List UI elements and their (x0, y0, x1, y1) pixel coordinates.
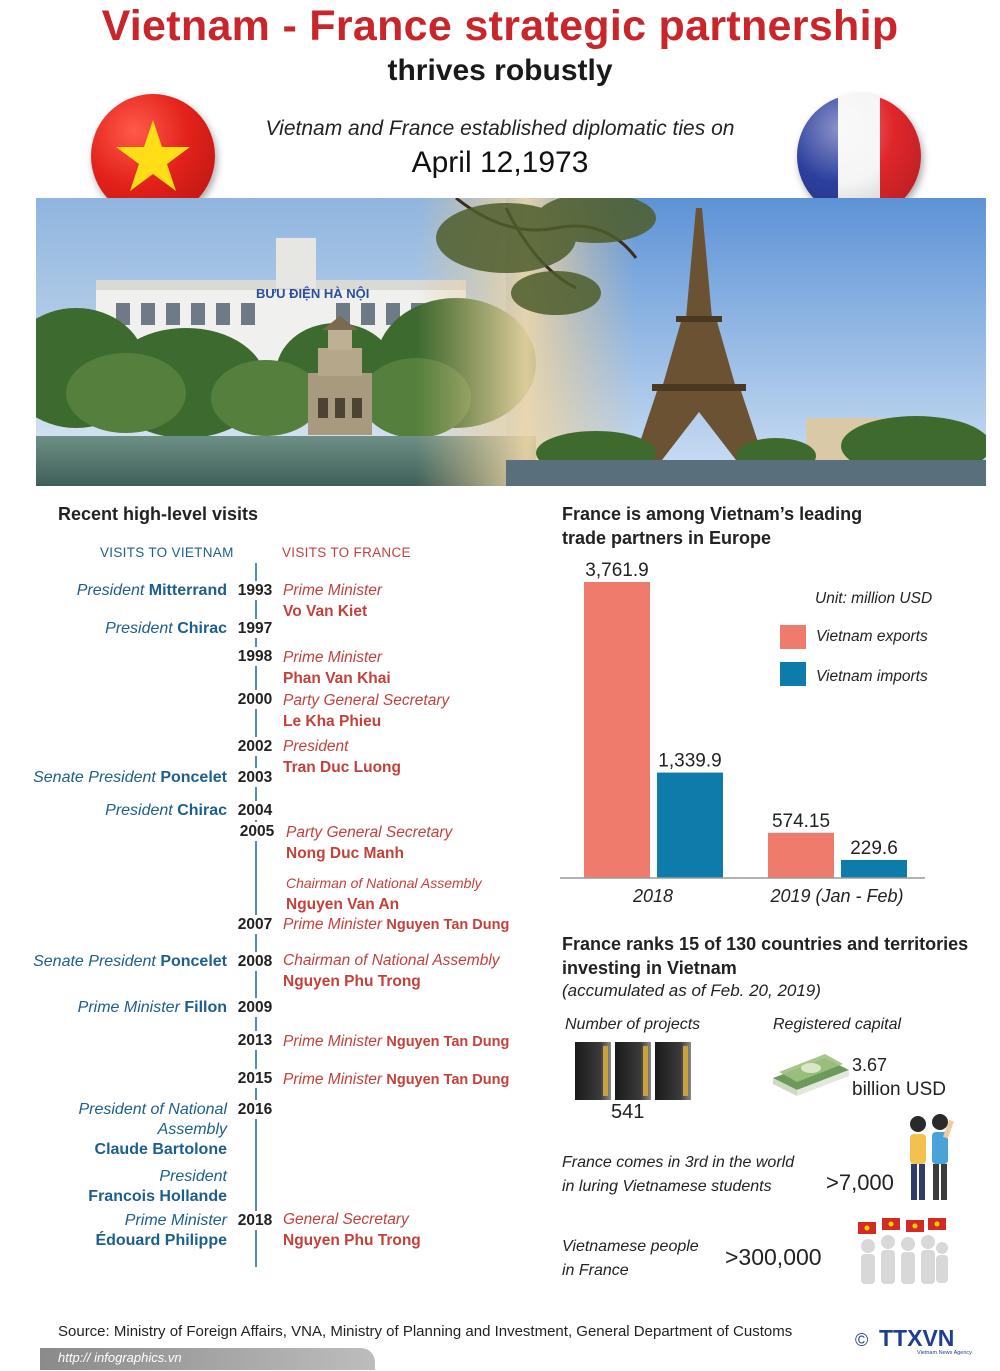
fr-visit-item: Prime Minister Nguyen Tan Dung (283, 1071, 510, 1088)
year-2009: 2009 (230, 998, 280, 1017)
flag-star-icon (113, 116, 193, 196)
year-2003: 2003 (230, 768, 280, 787)
year-1998: 1998 (230, 647, 280, 666)
fr-visit-item: Party General Secretary Le Kha Phieu (283, 692, 450, 730)
visits-title: Recent high-level visits (58, 504, 259, 524)
ttxvn-logo (855, 1324, 975, 1356)
people-text: Vietnamese people in France (562, 1238, 699, 1279)
bar-value-label: 229.6 (850, 837, 898, 859)
fr-visit-item: General Secretary Nguyen Phu Trong (283, 1211, 421, 1249)
year-2016: 2016 (230, 1100, 280, 1119)
investment-title: France ranks 15 of 130 countries and territories investing in Vietnam (562, 934, 969, 978)
projects-label: Number of projects (565, 1016, 701, 1033)
bar-exports-1 (768, 833, 834, 878)
fr-visit-item: President Tran Duc Luong (283, 738, 401, 776)
year-2015: 2015 (230, 1069, 280, 1088)
bar-exports-0 (584, 582, 650, 878)
legend-swatch-imports (780, 662, 806, 686)
people-crowd-icon (852, 1216, 952, 1294)
legend-label-exports: Vietnam exports (816, 628, 928, 645)
visits-to-vietnam-header: VISITS TO VIETNAM (100, 545, 234, 560)
legend-swatch-exports (780, 625, 806, 649)
money-stack-icon (769, 1044, 851, 1098)
bar-imports-1 (841, 860, 907, 878)
students-icon (900, 1110, 960, 1206)
vn-visit-item: President Francois Hollande (88, 1168, 227, 1205)
capital-value: 3.67 (852, 1055, 888, 1075)
category-label: 2019 (Jan - Feb) (770, 886, 904, 906)
fr-visit-item: Prime Minister Nguyen Tan Dung (283, 1033, 510, 1050)
fr-visit-item: Prime Minister Vo Van Kiet (283, 582, 383, 620)
established-date: April 12,1973 (411, 146, 589, 179)
svg-text:TTXVN: TTXVN (879, 1325, 955, 1351)
students-text: France comes in 3rd in the world in luring Vietnamese students (562, 1154, 795, 1195)
year-2007: 2007 (230, 915, 280, 934)
fr-visit-item: Chairman of National Assembly Nguyen Van An (286, 875, 482, 913)
year-2013: 2013 (230, 1031, 280, 1050)
category-label: 2018 (632, 886, 674, 906)
bar-value-label: 1,339.9 (658, 750, 722, 772)
projects-value: 541 (611, 1101, 645, 1123)
visits-to-france-header: VISITS TO FRANCE (282, 545, 411, 560)
server-projects-icon (573, 1038, 698, 1104)
fr-visit-item: Party General Secretary Nong Duc Manh (286, 824, 453, 862)
capital-unit: billion USD (852, 1079, 946, 1100)
source-text: Source: Ministry of Foreign Affairs, VNA, Ministry of Planning and Investment, General Department of Customs (58, 1323, 793, 1340)
year-2008: 2008 (230, 952, 280, 971)
svg-text:©: © (855, 1330, 869, 1350)
bar-value-label: 574.15 (771, 810, 831, 832)
svg-text:BƯU ĐIỆN HÀ NỘI: BƯU ĐIỆN HÀ NỘI (256, 286, 370, 301)
year-1993: 1993 (230, 581, 280, 600)
vn-visit-item: President Mitterrand (76, 582, 227, 599)
year-2004: 2004 (230, 801, 280, 820)
fr-visit-item: Chairman of National Assembly Nguyen Phu Trong (283, 952, 500, 990)
fr-visit-item: Prime Minister Phan Van Khai (283, 649, 391, 687)
vn-visit-item: Senate President Poncelet (33, 953, 227, 970)
vn-visit-item: President Chirac (105, 620, 227, 637)
vn-visit-item: Senate President Poncelet (33, 769, 227, 786)
year-2018: 2018 (230, 1211, 280, 1230)
trade-title: France is among Vietnam’s leading trade partners in Europe (562, 504, 863, 548)
established-text: Vietnam and France established diplomatic ties on (265, 117, 735, 140)
year-2005: 2005 (232, 822, 282, 841)
trade-bar-chart (555, 560, 975, 910)
subtitle: thrives robustly (387, 54, 613, 87)
svg-text:Vietnam News Agency: Vietnam News Agency (917, 1350, 972, 1356)
people-value: >300,000 (725, 1244, 822, 1270)
bar-value-label: 3,761.9 (585, 560, 649, 581)
vn-visit-item: President Chirac (105, 802, 227, 819)
bar-imports-0 (657, 773, 723, 878)
vn-visit-item: President of National Assembly Claude Bartolone (78, 1101, 227, 1158)
legend-label-imports: Vietnam imports (816, 668, 928, 685)
investment-note: (accumulated as of Feb. 20, 2019) (562, 981, 821, 1000)
vn-visit-item: Prime Minister Édouard Philippe (95, 1212, 227, 1249)
footer-url[interactable]: http:// infographics.vn (58, 1350, 182, 1365)
year-1997: 1997 (230, 619, 280, 638)
capital-label: Registered capital (773, 1016, 902, 1033)
fr-visit-item: Prime Minister Nguyen Tan Dung (283, 916, 510, 933)
year-2002: 2002 (230, 737, 280, 756)
year-2000: 2000 (230, 690, 280, 709)
main-title: Vietnam - France strategic partnership (101, 2, 899, 50)
unit-label: Unit: million USD (815, 590, 933, 607)
vn-visit-item: Prime Minister Fillon (77, 999, 227, 1016)
students-value: >7,000 (826, 1170, 894, 1195)
hanoi-paris-photo (36, 198, 986, 486)
